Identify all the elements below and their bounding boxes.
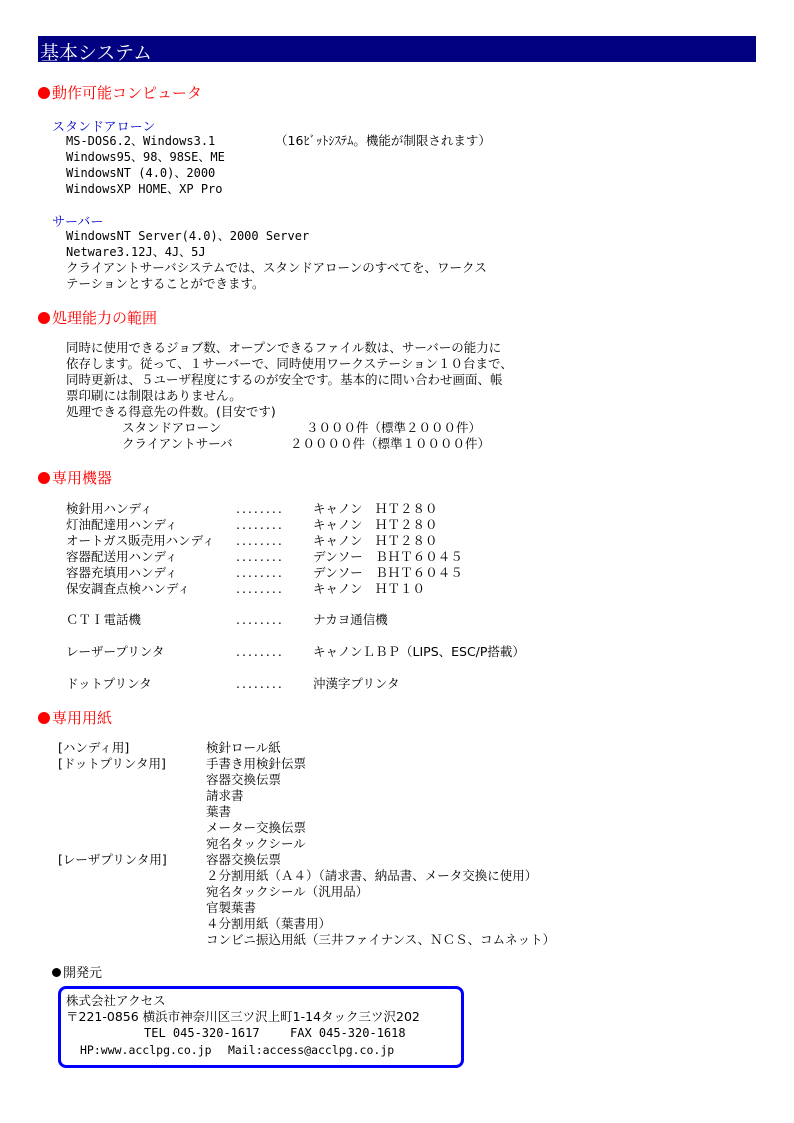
- leader: ........: [236, 533, 284, 548]
- standalone-label: スタンドアローン: [52, 120, 156, 135]
- bullet-icon: [38, 87, 50, 99]
- paper-item: 宛名タックシール（汎用品）: [206, 884, 369, 899]
- leader: ........: [236, 565, 284, 580]
- limit-value: ２００００件（標準１００００件）: [290, 436, 491, 451]
- heading-text: 専用機器: [52, 469, 113, 487]
- device-model: キャノンＬＢＰ（LIPS、ESC/P搭載）: [313, 644, 525, 659]
- paragraph-line: 票印刷には制限はありません。: [66, 388, 242, 403]
- fax-number: FAX 045-320-1618: [290, 1026, 406, 1040]
- leader: ........: [236, 501, 284, 516]
- handheld-models: [313, 501, 463, 597]
- dot-leaders: [236, 501, 284, 597]
- device-name: オートガス販売用ハンディ: [66, 533, 215, 548]
- paper-item: 検針ロール紙: [206, 740, 281, 755]
- device-name: 保安調査点検ハンディ: [66, 581, 191, 596]
- heading-text: 動作可能コンピュータ: [52, 84, 203, 102]
- os-line: MS-DOS6.2、Windows3.1: [66, 134, 216, 148]
- leader: ........: [236, 644, 284, 659]
- section-heading-paper: [38, 707, 112, 728]
- device-model: キャノン ＨＴ１０: [313, 581, 426, 596]
- device-name: 容器配送用ハンディ: [66, 549, 178, 564]
- paper-item: 容器交換伝票: [206, 852, 282, 867]
- title-bar: [38, 36, 756, 62]
- page-title: 基本システム: [40, 42, 153, 64]
- device-name: レーザープリンタ: [66, 644, 165, 659]
- os-line: Netware3.12J、4J、5J: [66, 245, 206, 259]
- heading-text: 処理能力の範囲: [52, 309, 158, 327]
- paper-item: 官製葉書: [206, 900, 257, 915]
- paragraph-line: 同時更新は、５ユーザ程度にするのが安全です。基本的に問い合わせ画面、帳: [66, 372, 503, 387]
- capacity-text: [66, 340, 513, 420]
- server-note-line: クライアントサーバシステムでは、スタンドアローンのすべてを、ワークス: [66, 260, 487, 275]
- standalone-os-list: [66, 133, 225, 197]
- limit-value: ３０００件（標準２０００件）: [306, 420, 482, 435]
- paper-group-label: [レーザプリンタ用]: [58, 852, 167, 867]
- device-model: キャノン ＨＴ２８０: [313, 501, 438, 516]
- device-name: ＣＴＩ電話機: [66, 612, 142, 627]
- standalone-note: （16ﾋﾞｯﾄｼｽﾃﾑ。機能が制限されます）: [275, 133, 491, 148]
- section-heading-computers: [38, 82, 202, 103]
- leader: ........: [236, 549, 284, 564]
- device-model: キャノン ＨＴ２８０: [313, 533, 438, 548]
- limit-type: クライアントサーバ: [122, 436, 233, 451]
- bullet-icon: [38, 712, 50, 724]
- device-name: 検針用ハンディ: [66, 501, 153, 516]
- heading-text: 開発元: [63, 966, 103, 981]
- company-address: 〒221-0856 横浜市神奈川区三ツ沢上町1-14タック三ツ沢202: [66, 1009, 420, 1024]
- server-note-line: テーションとすることができます。: [66, 276, 265, 291]
- device-model: デンソー ＢＨＴ６０４５: [313, 549, 463, 564]
- device-model: 沖漢字プリンタ: [313, 676, 400, 691]
- paper-group-label: [ドットプリンタ用]: [58, 756, 166, 771]
- email-link[interactable]: Mail:access@acclpg.co.jp: [228, 1043, 395, 1057]
- paragraph-line: 同時に使用できるジョブ数、オープンできるファイル数は、サーバーの能力に: [66, 340, 502, 355]
- server-label: サーバー: [52, 215, 104, 230]
- os-line: WindowsNT Server(4.0)、2000 Server: [66, 229, 310, 243]
- bullet-icon: [52, 968, 61, 977]
- section-heading-capacity: [38, 307, 157, 328]
- paper-item: コンビニ振込用紙（三井ファイナンス、ＮＣＳ、コムネット）: [206, 932, 556, 947]
- leader: ........: [236, 676, 284, 691]
- leader: ........: [236, 581, 284, 596]
- phone-number: TEL 045-320-1617: [144, 1026, 260, 1040]
- device-model: デンソー ＢＨＴ６０４５: [313, 565, 463, 580]
- paper-item: メーター交換伝票: [206, 820, 307, 835]
- heading-text: 専用用紙: [52, 709, 113, 727]
- paper-item: 容器交換伝票: [206, 772, 282, 787]
- paper-item: 葉書: [206, 804, 232, 819]
- os-line: WindowsNT (4.0)、2000: [66, 166, 216, 180]
- device-name: 容器充填用ハンディ: [66, 565, 178, 580]
- company-name: 株式会社アクセス: [66, 993, 166, 1008]
- limit-type: スタンドアローン: [122, 420, 222, 435]
- server-os-list: [66, 228, 487, 292]
- developer-heading: [52, 962, 102, 981]
- device-model: ナカヨ通信機: [313, 612, 388, 627]
- device-name: ドットプリンタ: [66, 676, 152, 691]
- paper-items: [206, 740, 555, 948]
- leader: ........: [236, 612, 284, 627]
- homepage-link[interactable]: HP:www.acclpg.co.jp: [80, 1043, 212, 1057]
- os-line: Windows95、98、98SE、ME: [66, 150, 225, 164]
- device-name: 灯油配達用ハンディ: [66, 517, 178, 532]
- section-heading-equipment: [38, 467, 112, 488]
- paragraph-line: 依存します。従って、１サーバーで、同時使用ワークステーション１０台まで、: [66, 356, 513, 371]
- os-line: WindowsXP HOME、XP Pro: [66, 182, 223, 196]
- bullet-icon: [38, 312, 50, 324]
- paper-item: 手書き用検針伝票: [206, 756, 307, 771]
- paper-group-label: [ハンディ用]: [58, 740, 130, 755]
- leader: ........: [236, 517, 284, 532]
- paragraph-line: 処理できる得意先の件数。(目安です): [66, 404, 276, 419]
- paper-item: 請求書: [206, 788, 244, 803]
- bullet-icon: [38, 472, 50, 484]
- device-model: キャノン ＨＴ２８０: [313, 517, 438, 532]
- paper-item: ４分割用紙（葉書用）: [206, 916, 332, 931]
- paper-item: 宛名タックシール: [206, 836, 306, 851]
- handheld-names: [66, 501, 215, 597]
- paper-item: ２分割用紙（Ａ４）（請求書、納品書、メータ交換に使用）: [206, 868, 538, 883]
